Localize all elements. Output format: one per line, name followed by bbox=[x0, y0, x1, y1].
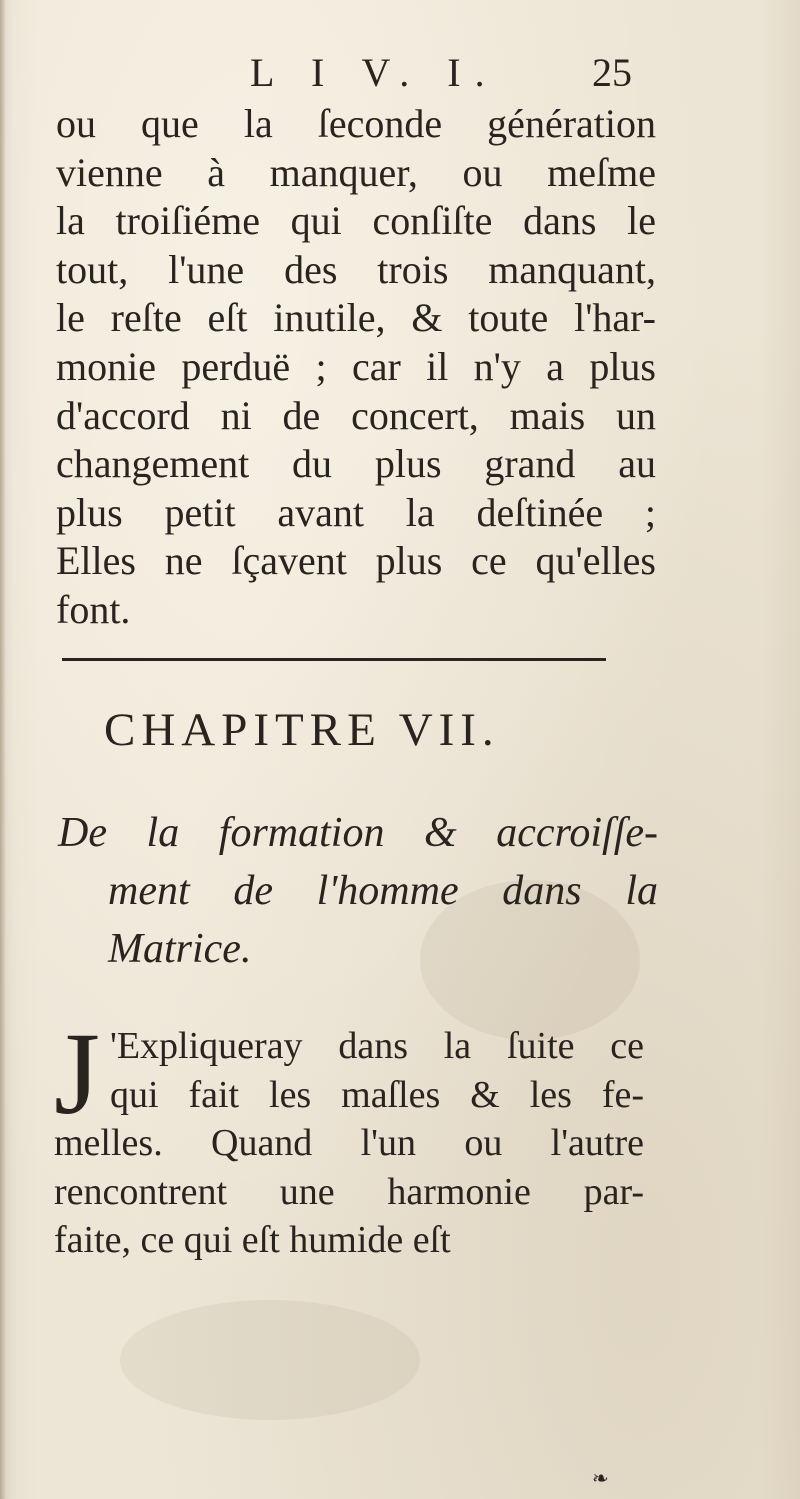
drop-cap: J bbox=[54, 1008, 100, 1139]
running-head bbox=[0, 48, 800, 98]
chapter-title: CHAPITRE VII. bbox=[104, 704, 500, 756]
text-line: tout, l'une des trois manquant, bbox=[56, 246, 656, 292]
page-number: 25 bbox=[592, 50, 632, 95]
catchword-ornament: ❧ bbox=[592, 1468, 609, 1490]
running-title: L I V. I. bbox=[250, 50, 499, 95]
text-line: 'Expliqueray dans la ſuite ce bbox=[110, 1025, 644, 1067]
text-line: font. bbox=[56, 586, 131, 632]
text-line: le reſte eſt inutile, & toute l'har- bbox=[56, 295, 656, 341]
text-line: qui fait les maſles & les fe- bbox=[110, 1073, 644, 1116]
page-binding-edge bbox=[0, 0, 6, 1499]
text-line: rencontrent une harmonie par- bbox=[54, 1170, 644, 1213]
paper-stain bbox=[120, 1300, 420, 1420]
subtitle-line: Matrice. bbox=[108, 926, 252, 972]
text-line: vienne à manquer, ou meſme bbox=[56, 149, 656, 195]
text-line: faite, ce qui eſt humide eſt bbox=[54, 1219, 451, 1261]
text-line: changement du plus grand au bbox=[56, 441, 656, 487]
text-line: melles. Quand l'un ou l'autre bbox=[54, 1122, 644, 1164]
chapter-subtitle bbox=[58, 804, 658, 978]
subtitle-line: De la formation & accroiſſe- bbox=[58, 810, 658, 856]
text-line: d'accord ni de concert, mais un bbox=[56, 392, 656, 438]
text-line: ou que la ſeconde génération bbox=[56, 101, 656, 146]
text-line: monie perduë ; car il n'y a plus bbox=[56, 343, 656, 389]
text-line: la troiſiéme qui conſiſte dans le bbox=[56, 198, 656, 244]
text-line: Elles ne ſçavent plus ce qu'elles bbox=[56, 538, 656, 584]
paragraph-2 bbox=[54, 1008, 644, 1265]
text-line: plus petit avant la deſtinée ; bbox=[56, 489, 656, 535]
subtitle-line: ment de l'homme dans la bbox=[108, 868, 658, 914]
section-divider-rule bbox=[62, 658, 606, 661]
paragraph-1 bbox=[56, 100, 656, 635]
